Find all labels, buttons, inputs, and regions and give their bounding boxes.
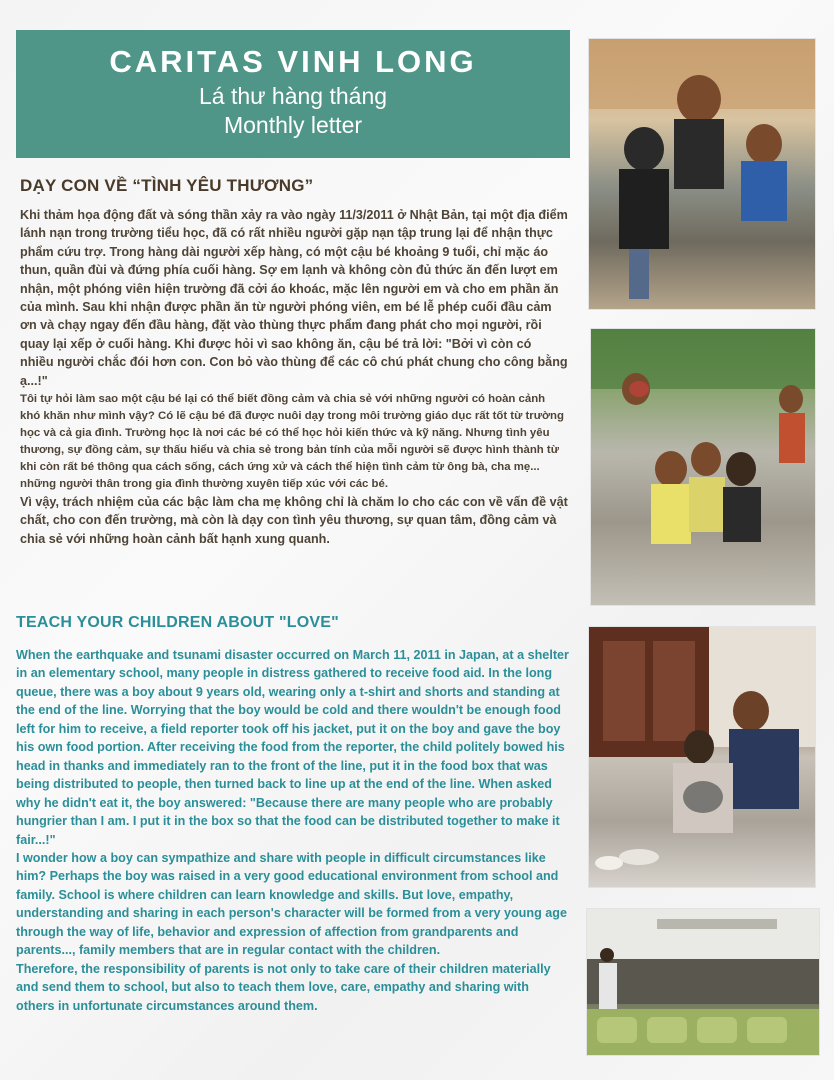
vietnamese-article xyxy=(20,206,568,548)
subtitle-vietnamese: Lá thư hàng tháng xyxy=(198,83,388,109)
vietnamese-paragraph-3: Vì vậy, trách nhiệm của các bậc làm cha mẹ không chỉ là chăm lo cho các con về vấn đề vật chất, cho con đến trường, mà còn là dạy con tình yêu thương, sự quan tâm, đồng cảm và chia sẻ với những hoàn cảnh bất hạnh xung quanh. xyxy=(20,495,568,546)
photo-children-eating xyxy=(588,626,816,888)
english-article xyxy=(16,646,570,1015)
vietnamese-paragraph-1: Khi thảm họa động đất và sóng thần xảy ra vào ngày 11/3/2011 ở Nhật Bản, tại một địa điểm lánh nạn trong trường tiểu học, đã có rất nhiều người gặp nạn tập trung lại để nhận thực phẩm cứu trợ. Trong hàng dài người xếp hàng, có một cậu bé khoảng 9 tuổi, chỉ mặc áo thun, quần đùi và đứng phía cuối hàng. Sợ em lạnh và không còn đủ thức ăn đến lượt em nhận, một phóng viên hiện trường đã cởi áo khoác, mặc lên người em và cho em phần ăn của mình. Sau khi nhận được phần ăn từ người phóng viên, em bé lễ phép cuối đầu cảm ơn và chạy ngay đến đầu hàng, đặt vào thùng thực phẩm đang phát cho mọi người, rồi quay lại xếp ở cuối hàng. Khi được hỏi vì sao không ăn, cậu bé trả lời: "Bởi vì còn có nhiều người chắc đói hơn con. Con bỏ vào thùng để các cô chú phát chung cho công bằng ạ...!" xyxy=(20,208,568,388)
vietnamese-heading: DẠY CON VỀ “TÌNH YÊU THƯƠNG” xyxy=(20,176,314,195)
english-paragraph-2: I wonder how a boy can sympathize and share with people in difficult circumstances like him? Perhaps the boy was raised in a very good educational environment from school and family. School is where children can learn knowledge and skills. But love, empathy, understanding and sharing in each person's character will be formed from a very young age through the way of life, behavior and expression of affection from grandparents and parents..., family members that are in regular contact with the children. xyxy=(16,850,567,958)
header-banner xyxy=(16,30,570,158)
photo-hall-gathering xyxy=(586,908,820,1056)
vietnamese-paragraph-2: Tôi tự hỏi làm sao một cậu bé lại có thể biết đồng cảm và chia sẻ với những người có hoàn cảnh khó khăn như mình vậy? Có lẽ cậu bé đã được nuôi dạy trong môi trường giáo dục rất tốt từ trường học và cả gia đình. Trường học là nơi các bé có thể học hỏi kiến thức và kỹ năng. Nhưng tình yêu thương, sự đồng cảm, sự thấu hiểu và chia sẻ trong bản tính của mỗi người sẽ được hình thành từ khi còn rất bé thông qua cách sống, cách ứng xử và cách thể hiện tình cảm từ ông bà, cha mẹ... những người thân trong gia đình thường xuyên tiếp xúc với các bé. xyxy=(20,393,564,491)
organization-title: CARITAS VINH LONG xyxy=(109,44,477,79)
english-heading: TEACH YOUR CHILDREN ABOUT "LOVE" xyxy=(16,614,339,631)
english-paragraph-1: When the earthquake and tsunami disaster occurred on March 11, 2011 in Japan, at a shelter in an elementary school, many people in distress gathered to receive food aid. In the long queue, there was a boy about 9 years old, wearing only a t-shirt and shorts and standing at the end of the line. Worrying that the boy would be cold and there wouldn't be enough food left for him to receive, a field reporter took off his jacket, put it on the boy and gave the boy his own food portion. After receiving the food from the reporter, the child politely bowed his head in thanks and immediately ran to the front of the line, put it in the food box that was being distributed to people, then turned back to line up at the end of the line. When asked why he didn't eat it, the boy answered: "Because there are many people who are probably hungrier than I am. I put it in the box so that the food can be distributed together to make it fair...!" xyxy=(16,648,569,847)
english-paragraph-3: Therefore, the responsibility of parents is not only to take care of their children materially and send them to school, but also to teach them love, care, empathy and sharing with others in unfortunate circumstances around them. xyxy=(16,961,551,1013)
subtitle-english: Monthly letter xyxy=(223,112,363,138)
photo-children-playing xyxy=(588,38,816,310)
photo-children-group xyxy=(590,328,816,606)
